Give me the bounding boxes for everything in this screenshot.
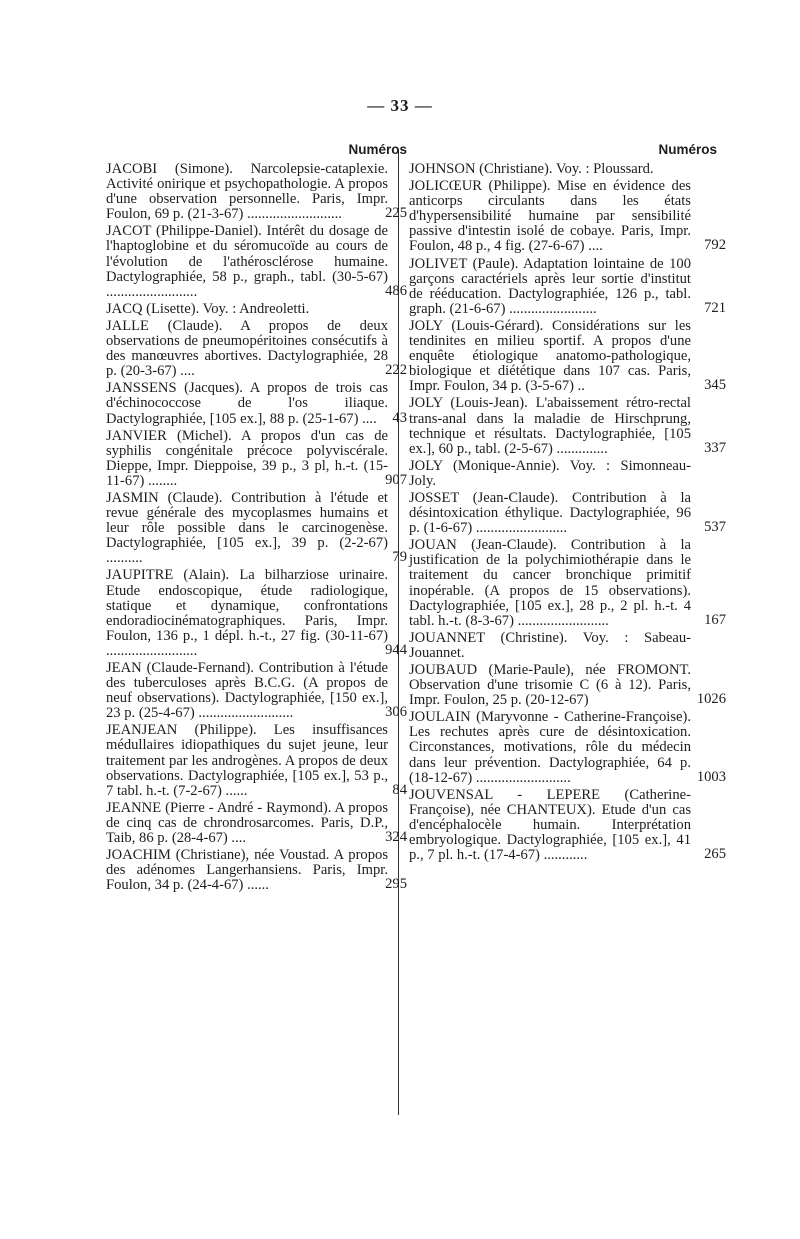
left-column	[106, 142, 407, 895]
entry-number: 537	[704, 519, 726, 536]
entry-text: JOLY (Louis-Jean). L'abaissement rétro-rectal trans-anal dans la maladie de Hirschprung, technique et résultats. Dactylographiée, [105 ex.], 60 p., tabl. (2-5-67) ..............	[409, 395, 691, 457]
entry-number: 721	[704, 299, 726, 316]
entry-text: JANSSENS (Jacques). A propos de trois cas d'échinococcose de l'os iliaque. Dactylographiée, [105 ex.], 88 p. (25-1-67) ....	[106, 380, 388, 427]
entry-text: JOHNSON (Christiane). Voy. : Ploussard.	[409, 161, 654, 177]
right-column	[409, 142, 726, 865]
entry-text: JEANJEAN (Philippe). Les insuffisances médullaires idiopathiques du sujet jeune, leur traitement par les androgènes. A propos de deux observations. Dactylographiée, [105 ex.], 53 p., 7 tabl. h.-t. (7-2-67) ......	[106, 722, 388, 799]
page-number: — 33 —	[367, 96, 433, 115]
bibliography-entry	[106, 161, 407, 223]
entry-text: JOLIVET (Paule). Adaptation lointaine de 100 garçons caractériels après leur sortie d'institut de rééducation. Dactylographiée, 126 p., tabl. graph. (21-6-67) ........................	[409, 255, 691, 317]
entry-number: 222	[385, 362, 407, 379]
entry-text: JOACHIM (Christiane), née Voustad. A propos des adénomes Langerhansiens. Paris, Impr. Foulon, 34 p. (24-4-67) ......	[106, 847, 388, 894]
entry-text: JACQ (Lisette). Voy. : Andreoletti.	[106, 300, 310, 317]
entry-number: 265	[704, 846, 726, 863]
entry-number: 84	[392, 781, 407, 798]
bibliography-entry	[106, 722, 407, 799]
entry-number: 792	[704, 237, 726, 254]
entry-text: JOLY (Louis-Gérard). Considérations sur les tendinites en milieu sportif. A propos d'une enquête étiologique anatomo-pathologique, biologique et diététique dans 107 cas. Paris, Impr. Foulon, 34 p. (3-5-67) ..	[409, 317, 691, 395]
entry-text: JAUPITRE (Alain). La bilharziose urinaire. Etude endoscopique, étude radiologique, statique et dynamique, confrontations endoradiocinématographiques. Paris, Impr. Foulon, 136 p., 1 dépl. h.-t., 27 fig. (30-11-67) .........................	[106, 567, 388, 659]
column-header: Numéros	[348, 142, 407, 157]
bibliography-entry	[409, 662, 726, 709]
entry-text: JOLY (Monique-Annie). Voy. : Simonneau-Joly.	[409, 457, 691, 489]
entry-text: JEANNE (Pierre - André - Raymond). A propos de cinq cas de chrondrosarcomes. Paris, D.P., Taib, 86 p. (28-4-67) ....	[106, 799, 388, 847]
bibliography-entry	[409, 489, 726, 537]
entry-text: JALLE (Claude). A propos de deux observations de pneumopéritoines consécutifs à des manœuvres abortives. Dactylographiée, 28 p. (20-3-67) ....	[106, 317, 388, 380]
bibliography-entry	[409, 537, 726, 629]
entry-text: JOULAIN (Maryvonne - Catherine-Françoise). Les rechutes après cure de désintoxication. Circonstances, motivations, rôle du médecin dans leur prévention. Dactylographiée, 64 p. (18-12-67) ..........................	[409, 709, 691, 786]
bibliography-entry	[409, 395, 726, 457]
entry-text: JOSSET (Jean-Claude). Contribution à la désintoxication éthylique. Dactylographiée, 96 p. (1-6-67) .........................	[409, 489, 691, 537]
bibliography-entry	[106, 847, 407, 894]
entry-number: 907	[385, 471, 407, 488]
entry-number: 486	[385, 282, 407, 299]
entry-number: 225	[385, 205, 407, 222]
entry-text: JOLICŒUR (Philippe). Mise en évidence des anticorps circulants dans les états d'hypersensibilité humaine par sensibilité passive d'intestin isolé de cobaye. Paris, Impr. Foulon, 48 p., 4 fig. (27-6-67) ....	[409, 178, 691, 255]
entry-number: 295	[385, 876, 407, 893]
bibliography-entry	[409, 459, 691, 489]
bibliography-entry	[106, 317, 407, 380]
bibliography-entry	[106, 380, 407, 427]
bibliography-entry	[409, 255, 726, 317]
entry-text: JEAN (Claude-Fernand). Contribution à l'étude des tuberculoses après B.C.G. (A propos de neuf observations). Dactylographiée, [150 ex.], 23 p. (25-4-67) ..........................	[106, 660, 388, 722]
entry-number: 345	[704, 377, 726, 394]
entry-list	[106, 161, 407, 894]
entry-number: 324	[385, 829, 407, 846]
bibliography-entry	[106, 660, 407, 722]
bibliography-entry	[409, 786, 726, 864]
entry-text: JOUBAUD (Marie-Paule), née FROMONT. Observation d'une trisomie C (6 à 12). Paris, Impr. Foulon, 25 p. (20-12-67)	[409, 662, 691, 709]
bibliography-entry	[106, 427, 407, 489]
entry-number: 944	[385, 641, 407, 658]
bibliography-entry	[106, 489, 407, 567]
bibliography-entry	[106, 302, 388, 317]
entry-number: 43	[392, 409, 407, 426]
entry-text: JACOBI (Simone). Narcolepsie-cataplexie. Activité onirique et psychopathologie. A propos d'une observation personnelle. Paris, Impr. Foulon, 69 p. (21-3-67) ..........................	[106, 161, 388, 223]
bibliography-entry	[106, 799, 407, 847]
entry-number: 167	[704, 611, 726, 628]
bibliography-entry	[409, 631, 691, 661]
entry-list	[409, 161, 726, 864]
entry-number: 337	[704, 439, 726, 456]
entry-text: JANVIER (Michel). A propos d'un cas de syphilis congénitale précoce polyviscérale. Dieppe, Impr. Dieppoise, 39 p., 3 pl, h.-t. (15-11-67) ........	[106, 427, 388, 489]
bibliography-entry	[409, 162, 691, 177]
bibliography-entry	[409, 178, 726, 255]
bibliography-entry	[106, 567, 407, 659]
entry-text: JACOT (Philippe-Daniel). Intérêt du dosage de l'haptoglobine et du séromucoïde au cours de l'évolution de l'athérosclérose humaine. Dactylographiée, 58 p., graph., tabl. (30-5-67) .........................	[106, 223, 388, 300]
entry-text: JOUVENSAL - LEPERE (Catherine-Françoise), née CHANTEUX). Etude d'un cas d'encéphalocèle humain. Interprétation embryologique. Dactylographiée, [105 ex.], 41 p., 7 pl. h.-t. (17-4-67) ............	[409, 786, 691, 864]
entry-number: 1003	[696, 768, 726, 785]
bibliography-entry	[409, 317, 726, 395]
entry-number: 79	[392, 549, 407, 566]
bibliography-entry	[409, 709, 726, 786]
bibliography-entry	[106, 223, 407, 300]
entry-text: JOUAN (Jean-Claude). Contribution à la justification de la polychimiothérapie dans le traitement du cancer bronchique primitif inopérable. (A propos de 15 observations). Dactylographiée, [105 ex.], 28 p., 2 pl. h.-t. 4 tabl. h.-t. (8-3-67) .........................	[409, 537, 691, 629]
entry-text: JASMIN (Claude). Contribution à l'étude et revue générale des mycoplasmes humains et leur rôle possible dans le carcinogenèse. Dactylographiée, [105 ex.], 39 p. (2-2-67) ..........	[106, 489, 388, 567]
entry-number: 1026	[696, 691, 726, 708]
entry-number: 306	[385, 704, 407, 721]
entry-text: JOUANNET (Christine). Voy. : Sabeau-Jouannet.	[409, 629, 691, 661]
column-header: Numéros	[658, 142, 717, 157]
